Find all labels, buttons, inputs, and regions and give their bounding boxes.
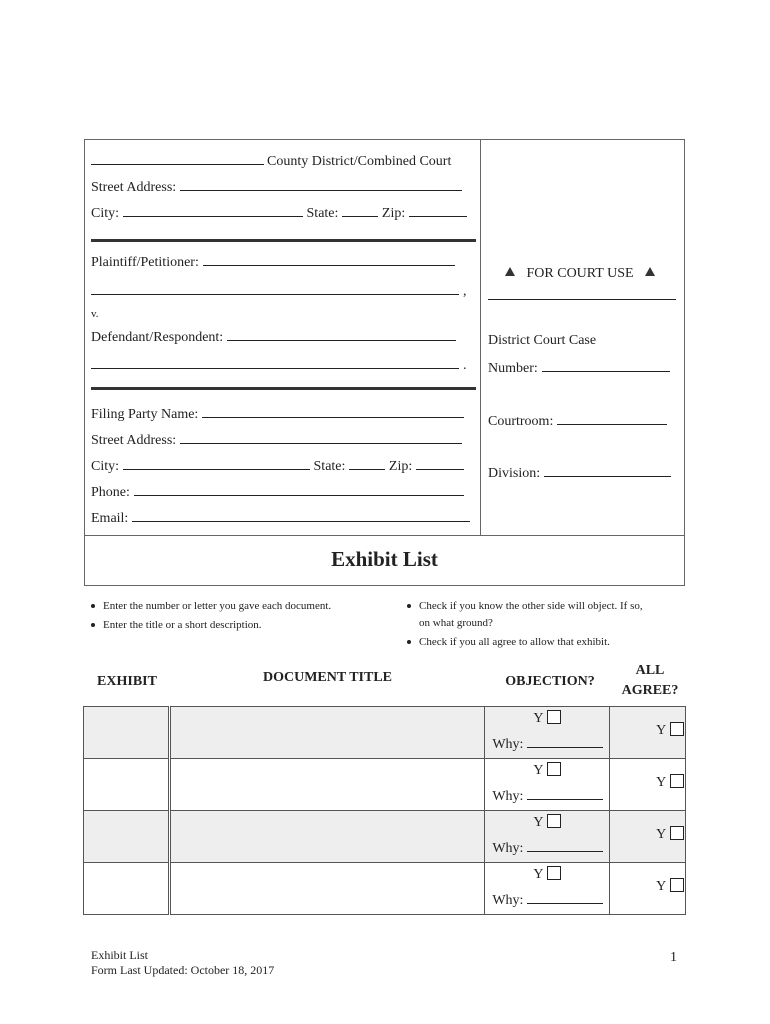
- bullet-icon: [407, 604, 411, 608]
- agree-checkbox[interactable]: [670, 826, 684, 840]
- document-title-cell[interactable]: [169, 707, 484, 759]
- instruction-text: Check if you know the other side will object. If so,: [419, 600, 643, 612]
- courtroom-row: [488, 412, 667, 430]
- table-row: [84, 863, 686, 915]
- phone-row: [91, 483, 464, 501]
- plaintiff-field[interactable]: [203, 253, 455, 266]
- court-name-row: [91, 152, 451, 170]
- defendant-row-2: [91, 356, 467, 374]
- plaintiff-row-2: [91, 282, 467, 300]
- filing-zip-field[interactable]: [416, 457, 464, 470]
- exhibit-cell[interactable]: [84, 759, 170, 811]
- court-zip-field[interactable]: [409, 204, 467, 217]
- street-address-label: Street Address:: [91, 433, 177, 448]
- why-label: Why:: [492, 789, 524, 804]
- objection-checkbox[interactable]: [547, 814, 561, 828]
- state-label: State:: [313, 459, 346, 474]
- division-label: Division:: [488, 466, 541, 481]
- why-label: Why:: [492, 893, 524, 908]
- instruction-left-1: [91, 600, 331, 612]
- courtroom-label: Courtroom:: [488, 414, 554, 429]
- header-all-agree-1: ALL: [635, 663, 665, 678]
- court-use-heading: FOR COURT USE: [526, 266, 634, 281]
- filing-state-field[interactable]: [349, 457, 385, 470]
- plaintiff-label: Plaintiff/Petitioner:: [91, 255, 199, 270]
- bullet-icon: [91, 623, 95, 627]
- email-label: Email:: [91, 511, 129, 526]
- caption-bottom-divider: [84, 535, 685, 536]
- agree-yes: [656, 826, 684, 843]
- document-title-cell[interactable]: [169, 863, 484, 915]
- plaintiff-field-2[interactable]: [91, 282, 459, 295]
- instruction-text: Check if you all agree to allow that exhibit.: [419, 636, 610, 648]
- case-number-label-2: Number:: [488, 361, 538, 376]
- yes-label: Y: [533, 763, 544, 778]
- plaintiff-row: [91, 253, 455, 271]
- comma: ,: [463, 284, 467, 299]
- filing-party-row: [91, 405, 464, 423]
- footer-updated: Form Last Updated: October 18, 2017: [91, 963, 275, 977]
- document-title-cell[interactable]: [169, 759, 484, 811]
- filing-party-field[interactable]: [202, 405, 464, 418]
- instruction-right-2: [407, 636, 610, 648]
- yes-label: Y: [656, 879, 667, 894]
- county-field[interactable]: [91, 152, 264, 165]
- instruction-right-1: [407, 600, 643, 612]
- section-divider: [91, 239, 476, 242]
- zip-label: Zip:: [381, 206, 406, 221]
- why-field[interactable]: [527, 891, 603, 904]
- objection-yes: [533, 762, 561, 779]
- filing-street-field[interactable]: [180, 431, 462, 444]
- objection-why: [492, 787, 603, 805]
- objection-yes: [533, 866, 561, 883]
- case-number-field[interactable]: [542, 359, 670, 372]
- all-agree-cell: [610, 707, 686, 759]
- bullet-icon: [91, 604, 95, 608]
- agree-yes: [656, 722, 684, 739]
- street-address-label: Street Address:: [91, 180, 177, 195]
- phone-label: Phone:: [91, 485, 130, 500]
- table-row: [84, 811, 686, 863]
- header-objection: OBJECTION?: [505, 674, 595, 689]
- agree-checkbox[interactable]: [670, 774, 684, 788]
- all-agree-cell: [610, 811, 686, 863]
- agree-yes: [656, 774, 684, 791]
- court-state-field[interactable]: [342, 204, 378, 217]
- footer-form-name: Exhibit List: [91, 948, 148, 962]
- objection-why: [492, 735, 603, 753]
- versus: v.: [91, 308, 99, 320]
- objection-cell: [485, 811, 610, 863]
- objection-checkbox[interactable]: [547, 866, 561, 880]
- yes-label: Y: [656, 827, 667, 842]
- caption-vertical-divider: [480, 139, 481, 535]
- division-row: [488, 464, 671, 482]
- court-address-row: [91, 178, 462, 196]
- instruction-right-1b: on what ground?: [419, 617, 493, 629]
- all-agree-cell: [610, 759, 686, 811]
- exhibit-cell[interactable]: [84, 707, 170, 759]
- filing-city-field[interactable]: [123, 457, 310, 470]
- yes-label: Y: [533, 711, 544, 726]
- period: .: [463, 358, 467, 373]
- zip-label: Zip:: [388, 459, 413, 474]
- arrow-up-icon: [505, 267, 515, 276]
- yes-label: Y: [533, 867, 544, 882]
- bullet-icon: [407, 640, 411, 644]
- yes-label: Y: [533, 815, 544, 830]
- yes-label: Y: [656, 775, 667, 790]
- why-field[interactable]: [527, 735, 603, 748]
- defendant-row: [91, 328, 456, 346]
- arrow-up-icon: [645, 267, 655, 276]
- objection-cell: [485, 759, 610, 811]
- court-suffix: County District/Combined Court: [267, 154, 452, 169]
- objection-checkbox[interactable]: [547, 710, 561, 724]
- why-field[interactable]: [527, 787, 603, 800]
- header-exhibit: EXHIBIT: [97, 674, 157, 689]
- table-row: [84, 759, 686, 811]
- objection-cell: [485, 707, 610, 759]
- court-use-line: [488, 299, 676, 300]
- city-label: City:: [91, 206, 120, 221]
- filing-party-label: Filing Party Name:: [91, 407, 199, 422]
- city-label: City:: [91, 459, 120, 474]
- objection-yes: [533, 814, 561, 831]
- court-city-field[interactable]: [123, 204, 303, 217]
- document-title-cell[interactable]: [169, 811, 484, 863]
- instruction-left-2: [91, 619, 262, 631]
- division-field[interactable]: [544, 464, 671, 477]
- defendant-label: Defendant/Respondent:: [91, 330, 224, 345]
- objection-why: [492, 839, 603, 857]
- case-number-row: [488, 359, 670, 377]
- court-use-heading-row: [505, 266, 655, 282]
- objection-cell: [485, 863, 610, 915]
- filing-city-row: [91, 457, 464, 475]
- courtroom-field[interactable]: [557, 412, 667, 425]
- state-label: State:: [306, 206, 339, 221]
- why-label: Why:: [492, 737, 524, 752]
- header-all-agree-2: AGREE?: [621, 683, 679, 698]
- exhibit-cell[interactable]: [84, 863, 170, 915]
- exhibit-cell[interactable]: [84, 811, 170, 863]
- court-city-row: [91, 204, 467, 222]
- exhibit-table: [83, 706, 686, 915]
- table-row: [84, 707, 686, 759]
- page-title: Exhibit List: [331, 547, 438, 571]
- email-field[interactable]: [132, 509, 470, 522]
- phone-field[interactable]: [134, 483, 464, 496]
- why-field[interactable]: [527, 839, 603, 852]
- filing-address-row: [91, 431, 462, 449]
- case-number-label-1: District Court Case: [488, 333, 597, 348]
- court-street-field[interactable]: [180, 178, 462, 191]
- section-divider-2: [91, 387, 476, 390]
- header-document-title: DOCUMENT TITLE: [262, 670, 392, 685]
- agree-checkbox[interactable]: [670, 722, 684, 736]
- objection-why: [492, 891, 603, 909]
- email-row: [91, 509, 470, 527]
- defendant-field-2[interactable]: [91, 356, 459, 369]
- objection-yes: [533, 710, 561, 727]
- yes-label: Y: [656, 723, 667, 738]
- page-number: 1: [670, 950, 677, 965]
- agree-yes: [656, 878, 684, 895]
- instruction-text: Enter the number or letter you gave each document.: [103, 600, 332, 612]
- agree-checkbox[interactable]: [670, 878, 684, 892]
- all-agree-cell: [610, 863, 686, 915]
- objection-checkbox[interactable]: [547, 762, 561, 776]
- why-label: Why:: [492, 841, 524, 856]
- instruction-text: Enter the title or a short description.: [103, 619, 262, 631]
- defendant-field[interactable]: [227, 328, 456, 341]
